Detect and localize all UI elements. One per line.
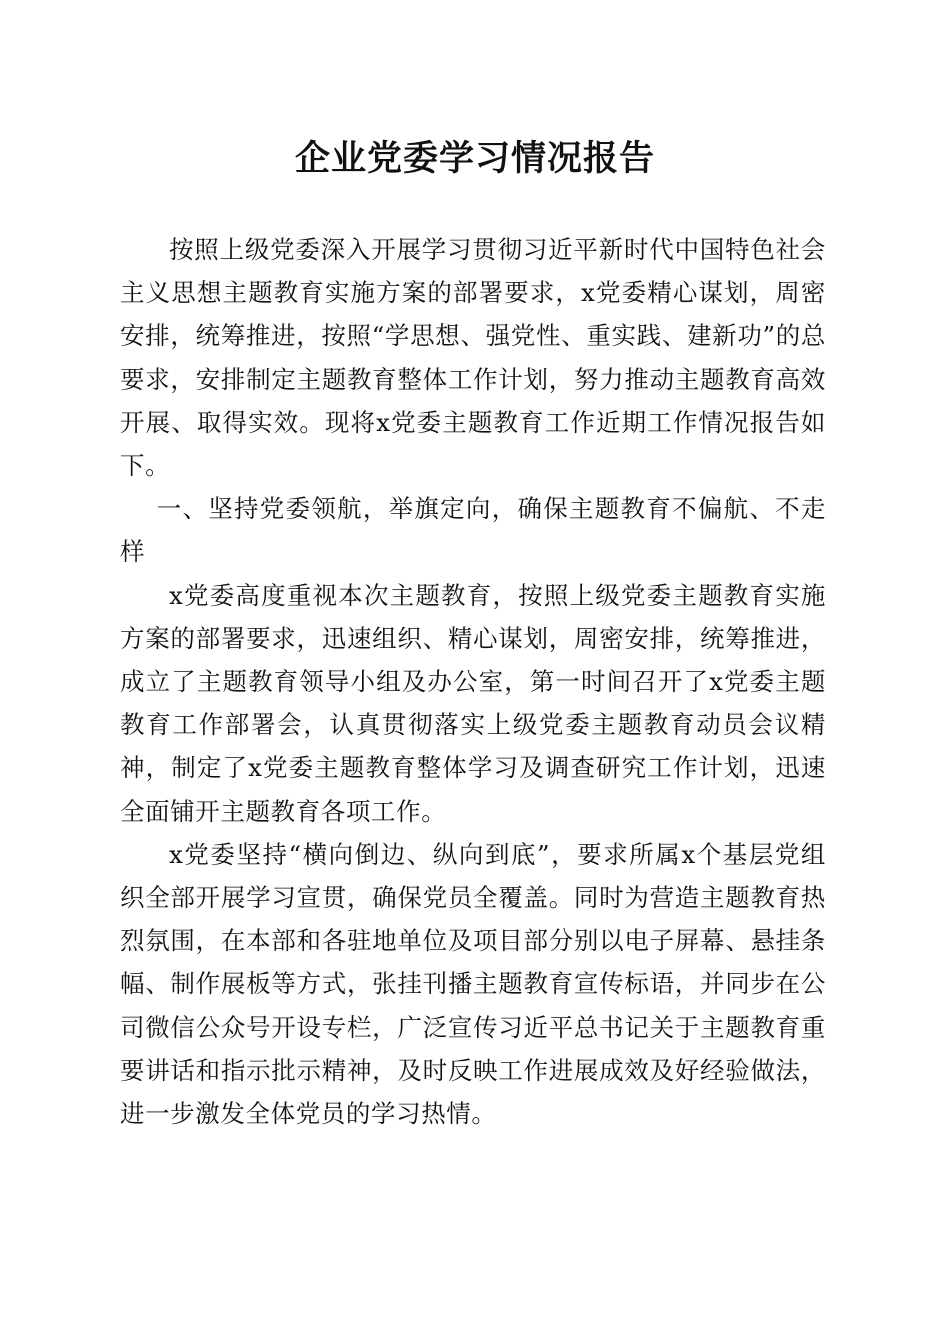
document-title: 企业党委学习情况报告 (294, 138, 655, 179)
section-1-paragraph-2: x党委坚持“横向倒边、纵向到底”，要求所属x个基层党组织全部开展学习宣贯，确保党员全覆盖。同时为营造主题教育热烈氛围，在本部和各驻地单位及项目部分别以电子屏幕、悬挂条幅、制作展板等方式，张挂刊播主题教育宣传标语，并同步在公司微信公众号开设专栏，广泛宣传习近平总书记关于主题教育重要讲话和指示批示精神，及时反映工作进展成效及好经验做法，进一步激发全体党员的学习热情。 (120, 839, 826, 1129)
document-body (120, 228, 826, 1135)
section-1-paragraph-1: x党委高度重视本次主题教育，按照上级党委主题教育实施方案的部署要求，迅速组织、精心谋划，周密安排，统筹推进，成立了主题教育领导小组及办公室，第一时间召开了x党委主题教育工作部署会，认真贯彻落实上级党委主题教育动员会议精神，制定了x党委主题教育整体学习及调查研究工作计划，迅速全面铺开主题教育各项工作。 (120, 580, 826, 826)
section-heading-1: 一、坚持党委领航，举旗定向，确保主题教育不偏航、不走样 (120, 494, 826, 567)
intro-paragraph: 按照上级党委深入开展学习贯彻习近平新时代中国特色社会主义思想主题教育实施方案的部署要求，x党委精心谋划，周密安排，统筹推进，按照“学思想、强党性、重实践、建新功”的总要求，安排制定主题教育整体工作计划，努力推动主题教育高效开展、取得实效。现将x党委主题教育工作近期工作情况报告如下。 (120, 235, 826, 481)
